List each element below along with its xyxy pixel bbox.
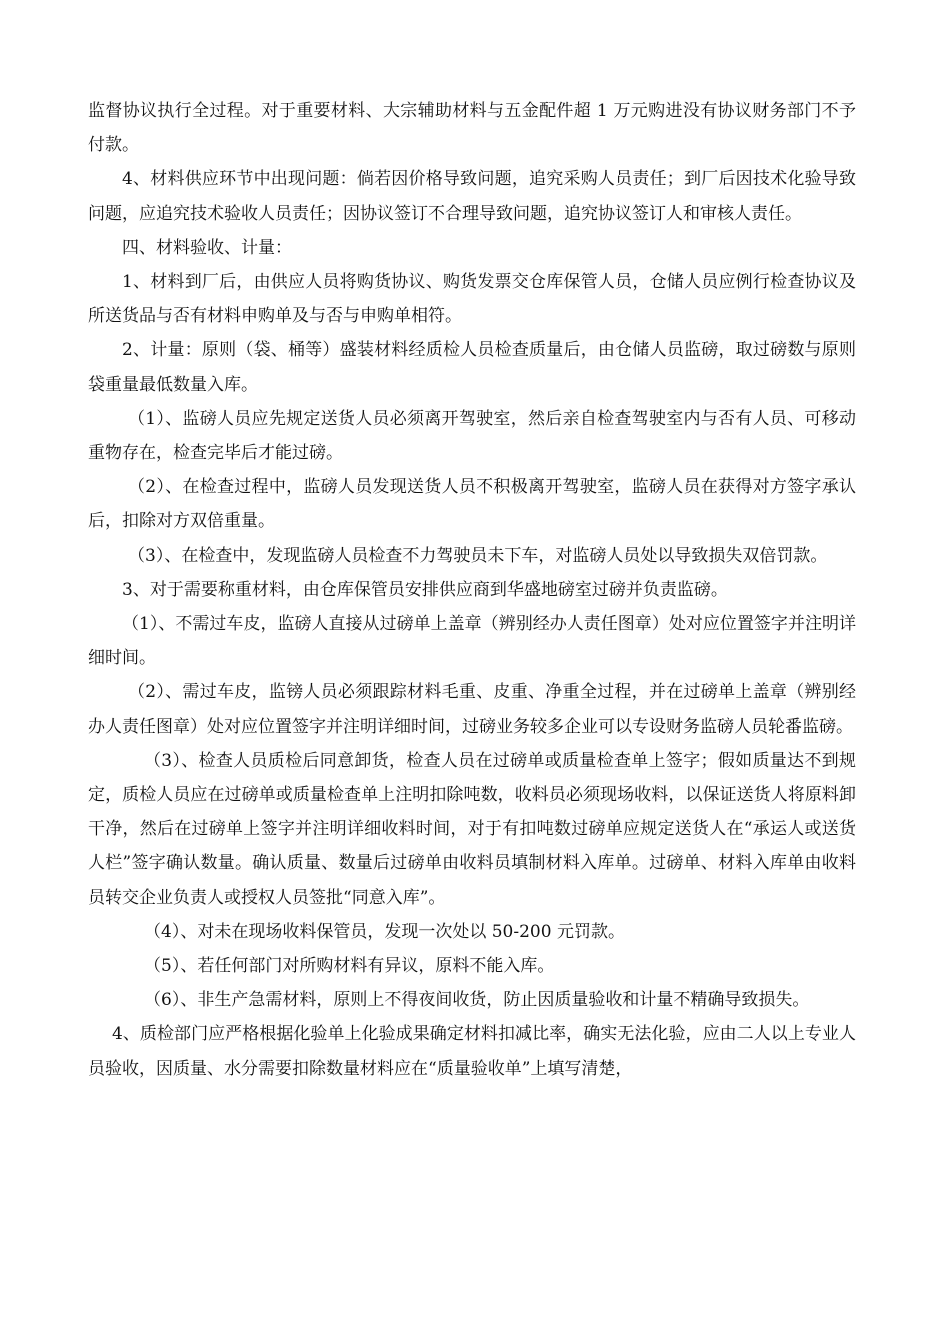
- paragraph-weighing-item-4: （4）、对未在现场收料保管员，发现一次处以 50-200 元罚款。: [144, 921, 625, 942]
- paragraph-metering: 2、计量：原则（袋、桶等）盛装材料经质检人员检查质量后，由仓储人员监磅，取过磅数与原则袋重量最低数量入库。: [88, 340, 856, 395]
- paragraph-weighing-item-6: （6）、非生产急需材料，原则上不得夜间收货，防止因质量验收和计量不精确导致损失。: [144, 990, 810, 1011]
- paragraph-weighing-item-1: （1）、不需过车皮，监磅人直接从过磅单上盖章（辨别经办人责任图章）处对应位置签字并注明详细时间。: [88, 614, 856, 669]
- paragraph-supply-issues: 4、材料供应环节中出现问题：倘若因价格导致问题，追究采购人员责任；到厂后因技术化验导致问题，应追究技术验收人员责任；因协议签订不合理导致问题，追究协议签订人和审核人责任。: [88, 169, 856, 224]
- paragraph-quality-inspection: 4、质检部门应严格根据化验单上化验成果确定材料扣减比率，确实无法化验，应由二人以上专业人员验收，因质量、水分需要扣除数量材料应在“质量验收单”上填写清楚，: [88, 1024, 856, 1079]
- paragraph-arrival-check: 1、材料到厂后，由供应人员将购货协议、购货发票交仓库保管人员，仓储人员应例行检查协议及所送货品与否有材料申购单及与否与申购单相符。: [88, 272, 856, 327]
- paragraph-agreement-supervision: 监督协议执行全过程。对于重要材料、大宗辅助材料与五金配件超 1 万元购进没有协议财务部门不予付款。: [88, 101, 856, 156]
- section-heading-acceptance: 四、材料验收、计量：: [122, 237, 292, 258]
- paragraph-metering-item-2: （2）、在检查过程中，监磅人员发现送货人员不积极离开驾驶室，监磅人员在获得对方签字承认后，扣除对方双倍重量。: [88, 477, 856, 532]
- paragraph-weighing-item-5: （5）、若任何部门对所购材料有异议，原料不能入库。: [144, 956, 555, 977]
- paragraph-metering-item-1: （1）、监磅人员应先规定送货人员必须离开驾驶室，然后亲自检查驾驶室内与否有人员、可移动重物存在，检查完毕后才能过磅。: [88, 408, 856, 464]
- paragraph-weighing-item-3: （3）、检查人员质检后同意卸货，检查人员在过磅单或质量检查单上签字；假如质量达不到规定，质检人员应在过磅单或质量检查单上注明扣除吨数，收料员必须现场收料，以保证送货人将原料卸干净，然后在过磅单上签字并注明详细收料时间，对于有扣吨数过磅单应规定送货人在“承运人或送货人栏”签字确认数量。确认质量、数量后过磅单由收料员填制材料入库单。过磅单、材料入库单由收料员转交企业负责人或授权人员签批“同意入库”。: [88, 750, 856, 908]
- paragraph-weighing-item-2: （2）、需过车皮，监镑人员必须跟踪材料毛重、皮重、净重全过程，并在过磅单上盖章（辨别经办人责任图章）处对应位置签字并注明详细时间，过磅业务较多企业可以专设财务监磅人员轮番监磅。: [88, 682, 856, 737]
- paragraph-weighing: 3、对于需要称重材料，由仓库保管员安排供应商到华盛地磅室过磅并负责监磅。: [122, 579, 728, 600]
- paragraph-metering-item-3: （3）、在检查中，发现监磅人员检查不力驾驶员未下车，对监磅人员处以导致损失双倍罚款。: [128, 545, 828, 566]
- document-page: [88, 94, 856, 1086]
